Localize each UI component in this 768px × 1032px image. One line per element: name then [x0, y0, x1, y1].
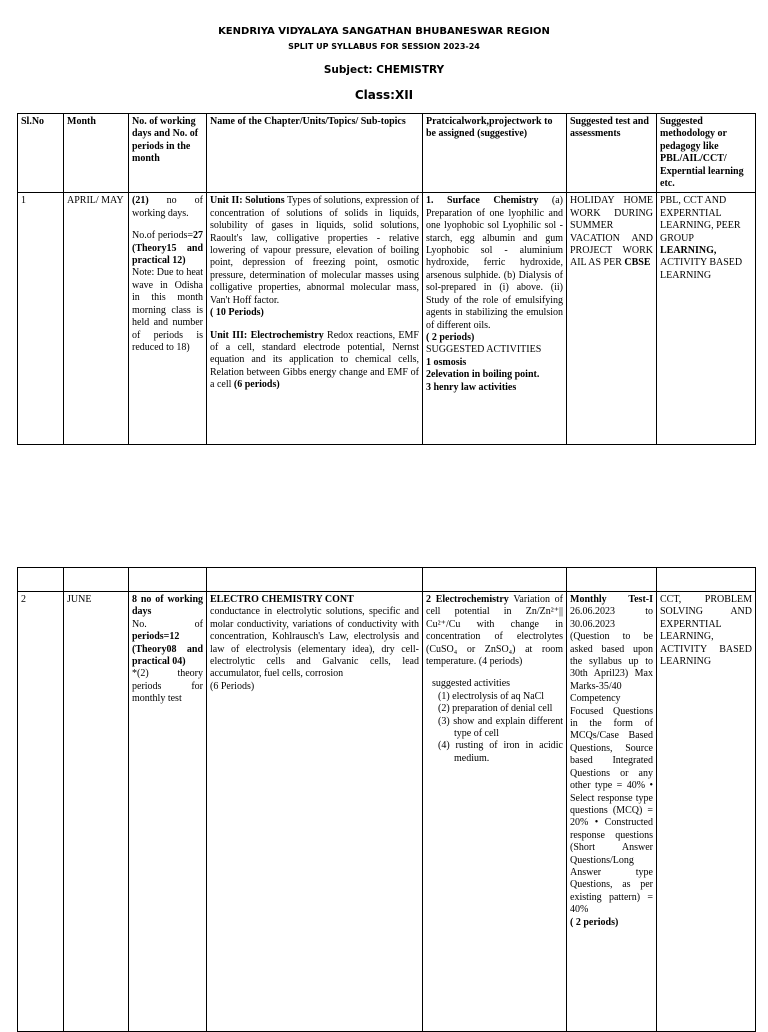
row2-month: JUNE	[64, 592, 129, 1032]
table-empty-row	[18, 568, 756, 592]
practical-2-text: Variation of cell potential in Zn/Zn²⁺|| Cu²⁺/Cu with change in concentration of electrolytes (CuSO₄ or ZnSO₄) at room temperature. (4 periods)	[426, 594, 563, 668]
row2-method: CCT, PROBLEM SOLVING AND EXPERNTIAL LEARNING, ACTIVITY BASED LEARNING	[657, 592, 756, 1032]
activity-list	[426, 691, 563, 765]
row1-slno: 1	[18, 193, 64, 445]
row2-chapter-text: conductance in electrolytic solutions, specific and molar conductivity, variations of conductivity with concentration, Kohlrausch's Law, electrolysis and law of electrolysis (elementary idea), dry cell-electrolytic cells and Galvanic cells, lead accumulator, fuel cells, corrosion	[210, 606, 419, 680]
row1-test	[567, 193, 657, 445]
row1-periods-label: No.of periods=	[132, 230, 193, 242]
row1-method-rest: ACTIVITY BASED LEARNING	[660, 257, 743, 281]
row1-practical	[423, 193, 567, 445]
practical-1-activities-label: SUGGESTED ACTIVITIES	[426, 344, 542, 356]
row1-chapter	[207, 193, 423, 445]
row2-periods-label: No. of	[132, 618, 203, 630]
org-title: KENDRIYA VIDYALAYA SANGATHAN BHUBANESWAR REGION	[218, 26, 550, 37]
subject-title: Subject: CHEMISTRY	[323, 64, 445, 76]
row2-practical	[423, 592, 567, 1032]
row1-test-cbse: CBSE	[624, 257, 651, 269]
row1-month: APRIL/ MAY	[64, 193, 129, 445]
col-header-method: Suggested methodology or pedagogy like PBL/AIL/CCT/ Experntial learning etc.	[657, 114, 756, 193]
empty-cell	[64, 568, 129, 592]
empty-cell	[207, 568, 423, 592]
class-title: Class:XII	[354, 88, 414, 102]
row1-method-text: PBL, CCT AND EXPERNTIAL LEARNING, PEER GROUP	[660, 195, 741, 244]
table-row	[18, 592, 756, 1032]
practical-1-text: (a) Preparation of one lyophilic and one lyophobic sol Lyophilic sol - starch, egg albumin and gum Lyophobic sol - aluminium hydroxide, ferric hydroxide, arsenous sulphide. (b) Dialysis of sol-prepared in (i) above. (ii) Study of the role of emulsifying agents in stabilizing the emulsion of different oils.	[426, 195, 563, 331]
practical-2-activities-label: suggested activities	[432, 678, 511, 690]
unit2-title: Unit II: Solutions	[210, 195, 285, 207]
row2-theory-note: *(2) theory periods for monthly test	[132, 668, 203, 705]
row1-days-count: (21)	[132, 195, 149, 207]
row2-slno: 2	[18, 592, 64, 1032]
practical-1-activity: 3 henry law activities	[426, 381, 517, 393]
row2-chapter-title: ELECTRO CHEMISTRY CONT	[210, 594, 354, 605]
row2-test	[567, 592, 657, 1032]
row1-method-bold: LEARNING,	[660, 245, 717, 257]
col-header-practical: Pratcicalwork,projectwork to be assigned (suggestive)	[423, 114, 567, 193]
row1-days	[129, 193, 207, 445]
row1-method	[657, 193, 756, 445]
empty-cell	[423, 568, 567, 592]
practical-1-title: 1. Surface Chemistry	[426, 195, 539, 207]
unit3-title: Unit III: Electrochemistry	[210, 329, 324, 341]
row2-days-count: 8 no of working days	[132, 594, 203, 618]
monthly-test-periods: ( 2 periods)	[570, 916, 619, 928]
unit3-text: Redox reactions, EMF of a cell, standard electrode potential, Nernst equation and its application to chemical cells, Relation between Gibbs energy change and EMF of a cell	[210, 329, 419, 391]
list-item: (2) preparation of denial cell	[438, 703, 553, 715]
col-header-slno: Sl.No	[18, 114, 64, 193]
row2-chapter-periods: (6 Periods)	[210, 680, 255, 692]
col-header-test: Suggested test and assessments	[567, 114, 657, 193]
empty-cell	[18, 568, 64, 592]
table-header-row	[18, 114, 756, 193]
empty-cell	[567, 568, 657, 592]
empty-cell	[129, 568, 207, 592]
row1-periods-value: 27 (Theory15 and practical 12)	[132, 230, 203, 267]
list-item: (3) show and explain different type of cell	[438, 715, 563, 740]
unit3-periods: (6 periods)	[233, 379, 280, 391]
practical-1-periods: ( 2 periods)	[426, 331, 475, 343]
row1-test-text: HOLIDAY HOME WORK DURING SUMMER VACATION AND PROJECT WORK AIL AS PER	[570, 195, 653, 269]
row1-note: Note: Due to heat wave in Odisha in this month morning class is held and number of periods is reduced to 18)	[132, 267, 203, 353]
monthly-test-text: 26.06.2023 to 30.06.2023 (Question to be asked based upon the syllabus up to 30th April23) Max Marks-35/40 Competency Focused Questions in the form of MCQs/Case Based Questions, Source based Integrated Questions or any other type = 40% • Select response type questions (MCQ) = 20% • Constructed response questions (Short Answer Questions/Long Answer type Questions, as per existing pattern) = 40%	[570, 606, 653, 916]
empty-cell	[657, 568, 756, 592]
syllabus-title: SPLIT UP SYLLABUS FOR SESSION 2023-24	[288, 42, 480, 51]
unit2-text: Types of solutions, expression of concentration of solutions of solids in liquids, solubility of gases in liquids, solid solutions, Raoult's law, colligative properties - relative lowering of vapour pressure, elevation of boiling point, depression of freezing point, osmotic pressure, determination of molecular masses using colligative properties, abnormal molecular mass, Van't Hoff factor.	[210, 195, 420, 306]
practical-1-activity: 1 osmosis	[426, 356, 467, 368]
row1-days-text: no of working days.	[132, 195, 203, 219]
monthly-test-title: Monthly Test-I	[570, 594, 653, 605]
row2-periods-value: periods=12 (Theory08 and practical 04)	[132, 631, 203, 668]
syllabus-table-2	[17, 567, 756, 1032]
unit2-periods: ( 10 Periods)	[210, 307, 264, 319]
syllabus-table-1	[17, 113, 756, 445]
row2-days	[129, 592, 207, 1032]
row2-chapter	[207, 592, 423, 1032]
col-header-month: Month	[64, 114, 129, 193]
col-header-chapter: Name of the Chapter/Units/Topics/ Sub-topics	[207, 114, 423, 193]
list-item: (4) rusting of iron in acidic medium.	[438, 740, 563, 764]
practical-2-title: 2 Electrochemistry	[426, 594, 509, 605]
col-header-days: No. of working days and No. of periods in the month	[129, 114, 207, 193]
practical-1-activity: 2elevation in boiling point.	[426, 369, 540, 381]
list-item: (1) electrolysis of aq NaCl	[438, 690, 545, 702]
table-row	[18, 193, 756, 445]
